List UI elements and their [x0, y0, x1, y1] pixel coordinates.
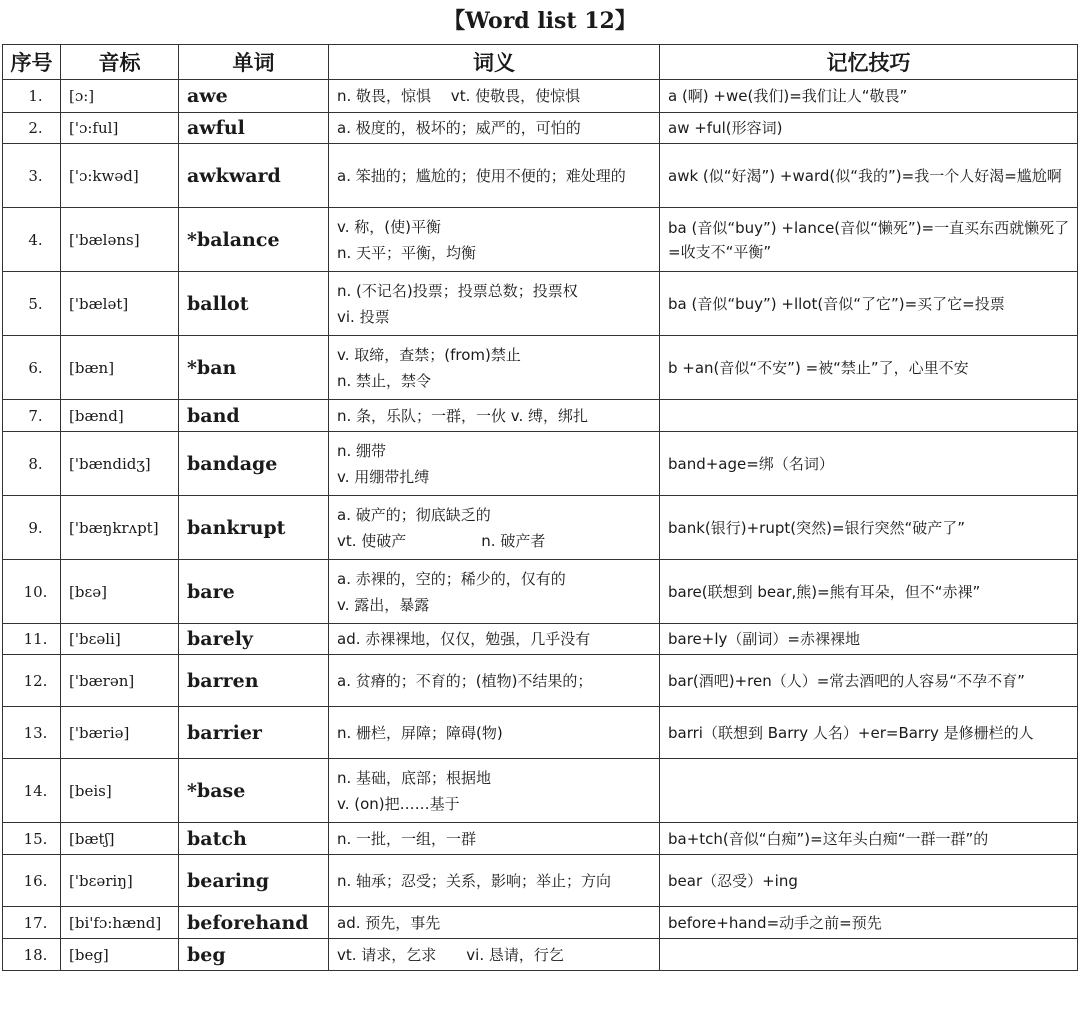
- tip-cell: bare(联想到 bear,熊)=熊有耳朵，但不“赤裸”: [660, 560, 1078, 624]
- tip-cell: before+hand=动手之前=预先: [660, 907, 1078, 939]
- phonetic-cell: ['bæŋkrʌpt]: [61, 496, 179, 560]
- table-row: [3, 855, 1078, 907]
- phonetic-cell: ['bɛəriŋ]: [61, 855, 179, 907]
- meaning-line: vi. 投票: [337, 307, 390, 326]
- meaning-cell: [329, 432, 660, 496]
- meaning-cell: [329, 208, 660, 272]
- header-meaning: 词义: [329, 45, 660, 80]
- word-cell: *ban: [179, 336, 329, 400]
- meaning-cell: a. 贫瘠的；不育的；(植物)不结果的；: [329, 655, 660, 707]
- row-number: 1.: [3, 80, 61, 113]
- meaning-line: vt. 使破产 n. 破产者: [337, 531, 546, 550]
- table-row: [3, 907, 1078, 939]
- meaning-line: n. 禁止，禁令: [337, 371, 432, 390]
- word-cell: beg: [179, 939, 329, 971]
- tip-cell: ba (音似“buy”) +llot(音似“了它”)=买了它=投票: [660, 272, 1078, 336]
- table-row: [3, 336, 1078, 400]
- tip-cell: barri（联想到 Barry 人名）+er=Barry 是修栅栏的人: [660, 707, 1078, 759]
- word-cell: awe: [179, 80, 329, 113]
- table-row: [3, 496, 1078, 560]
- meaning-cell: a. 极度的，极坏的；威严的，可怕的: [329, 113, 660, 144]
- phonetic-cell: ['bɛəli]: [61, 624, 179, 655]
- row-number: 2.: [3, 113, 61, 144]
- row-number: 18.: [3, 939, 61, 971]
- meaning-cell: [329, 496, 660, 560]
- tip-cell: [660, 400, 1078, 432]
- meaning-cell: [329, 560, 660, 624]
- table-row: [3, 400, 1078, 432]
- row-number: 7.: [3, 400, 61, 432]
- tip-cell: band+age=绑（名词）: [660, 432, 1078, 496]
- row-number: 15.: [3, 823, 61, 855]
- meaning-cell: n. 栅栏，屏障；障碍(物): [329, 707, 660, 759]
- table-row: [3, 823, 1078, 855]
- row-number: 8.: [3, 432, 61, 496]
- tip-cell: ba+tch(音似“白痴”)=这年头白痴“一群一群”的: [660, 823, 1078, 855]
- word-cell: barren: [179, 655, 329, 707]
- phonetic-cell: [bætʃ]: [61, 823, 179, 855]
- meaning-line: n. 绷带: [337, 441, 387, 460]
- header-phonetic: 音标: [61, 45, 179, 80]
- word-cell: bandage: [179, 432, 329, 496]
- row-number: 9.: [3, 496, 61, 560]
- page-title: 【Word list 12】: [443, 8, 637, 34]
- tip-cell: [660, 759, 1078, 823]
- tip-cell: awk (似“好渴”) +ward(似“我的”)=我一个人好渴=尴尬啊: [660, 144, 1078, 208]
- table-row: [3, 113, 1078, 144]
- meaning-cell: vt. 请求，乞求 vi. 恳请，行乞: [329, 939, 660, 971]
- tip-cell: bear（忍受）+ing: [660, 855, 1078, 907]
- row-number: 10.: [3, 560, 61, 624]
- row-number: 6.: [3, 336, 61, 400]
- phonetic-cell: ['bærən]: [61, 655, 179, 707]
- table-row: [3, 560, 1078, 624]
- phonetic-cell: [bɛə]: [61, 560, 179, 624]
- table-row: [3, 939, 1078, 971]
- phonetic-cell: [bænd]: [61, 400, 179, 432]
- meaning-line: v. 称，(使)平衡: [337, 217, 441, 236]
- meaning-line: v. 取缔，查禁；(from)禁止: [337, 345, 521, 364]
- phonetic-cell: ['bælət]: [61, 272, 179, 336]
- row-number: 16.: [3, 855, 61, 907]
- meaning-line: n. 基础，底部；根据地: [337, 768, 492, 787]
- meaning-line: a. 赤裸的，空的；稀少的，仅有的: [337, 569, 566, 588]
- meaning-cell: n. 一批，一组，一群: [329, 823, 660, 855]
- table-row: [3, 707, 1078, 759]
- word-cell: barrier: [179, 707, 329, 759]
- meaning-cell: [329, 759, 660, 823]
- word-cell: awful: [179, 113, 329, 144]
- table-row: [3, 655, 1078, 707]
- row-number: 14.: [3, 759, 61, 823]
- meaning-line: v. (on)把……基于: [337, 794, 460, 813]
- meaning-cell: [329, 272, 660, 336]
- word-cell: barely: [179, 624, 329, 655]
- table-row: [3, 272, 1078, 336]
- table-row: [3, 208, 1078, 272]
- meaning-cell: [329, 336, 660, 400]
- meaning-line: n. 天平；平衡，均衡: [337, 243, 477, 262]
- phonetic-cell: ['bændidʒ]: [61, 432, 179, 496]
- row-number: 4.: [3, 208, 61, 272]
- table-row: [3, 144, 1078, 208]
- phonetic-cell: [bæn]: [61, 336, 179, 400]
- tip-cell: bar(酒吧)+ren（人）=常去酒吧的人容易“不孕不育”: [660, 655, 1078, 707]
- meaning-cell: n. 敬畏，惊惧 vt. 使敬畏，使惊惧: [329, 80, 660, 113]
- table-row: [3, 624, 1078, 655]
- word-cell: *base: [179, 759, 329, 823]
- tip-cell: bare+ly（副词）=赤裸裸地: [660, 624, 1078, 655]
- word-cell: bare: [179, 560, 329, 624]
- meaning-cell: a. 笨拙的；尴尬的；使用不便的；难处理的: [329, 144, 660, 208]
- word-cell: ballot: [179, 272, 329, 336]
- word-cell: bearing: [179, 855, 329, 907]
- meaning-cell: n. 轴承；忍受；关系，影响；举止；方向: [329, 855, 660, 907]
- meaning-line: v. 用绷带扎缚: [337, 467, 430, 486]
- tip-cell: ba (音似“buy”) +lance(音似“懒死”)=一直买东西就懒死了=收支不“平衡”: [660, 208, 1078, 272]
- phonetic-cell: ['ɔ:kwəd]: [61, 144, 179, 208]
- word-list-table: [2, 44, 1078, 971]
- header-num: 序号: [3, 45, 61, 80]
- table-row: [3, 432, 1078, 496]
- row-number: 12.: [3, 655, 61, 707]
- phonetic-cell: [ɔ:]: [61, 80, 179, 113]
- word-cell: batch: [179, 823, 329, 855]
- header-word: 单词: [179, 45, 329, 80]
- header-tip: 记忆技巧: [660, 45, 1078, 80]
- phonetic-cell: [beis]: [61, 759, 179, 823]
- header-row: [3, 45, 1078, 80]
- tip-cell: bank(银行)+rupt(突然)=银行突然“破产了”: [660, 496, 1078, 560]
- meaning-cell: n. 条，乐队；一群，一伙 v. 缚，绑扎: [329, 400, 660, 432]
- table-row: [3, 759, 1078, 823]
- row-number: 17.: [3, 907, 61, 939]
- tip-cell: aw +ful(形容词): [660, 113, 1078, 144]
- phonetic-cell: [bi'fɔ:hænd]: [61, 907, 179, 939]
- meaning-line: n. (不记名)投票；投票总数；投票权: [337, 281, 578, 300]
- phonetic-cell: ['ɔ:ful]: [61, 113, 179, 144]
- meaning-line: v. 露出，暴露: [337, 595, 430, 614]
- word-cell: awkward: [179, 144, 329, 208]
- word-cell: *balance: [179, 208, 329, 272]
- meaning-line: a. 破产的；彻底缺乏的: [337, 505, 491, 524]
- word-cell: band: [179, 400, 329, 432]
- tip-cell: a (啊) +we(我们)=我们让人“敬畏”: [660, 80, 1078, 113]
- table-row: [3, 80, 1078, 113]
- phonetic-cell: ['bæriə]: [61, 707, 179, 759]
- tip-cell: [660, 939, 1078, 971]
- row-number: 3.: [3, 144, 61, 208]
- row-number: 11.: [3, 624, 61, 655]
- phonetic-cell: ['bæləns]: [61, 208, 179, 272]
- row-number: 13.: [3, 707, 61, 759]
- tip-cell: b +an(音似“不安”) =被“禁止”了，心里不安: [660, 336, 1078, 400]
- meaning-cell: ad. 赤裸裸地，仅仅，勉强，几乎没有: [329, 624, 660, 655]
- phonetic-cell: [beg]: [61, 939, 179, 971]
- meaning-cell: ad. 预先，事先: [329, 907, 660, 939]
- word-cell: beforehand: [179, 907, 329, 939]
- row-number: 5.: [3, 272, 61, 336]
- word-cell: bankrupt: [179, 496, 329, 560]
